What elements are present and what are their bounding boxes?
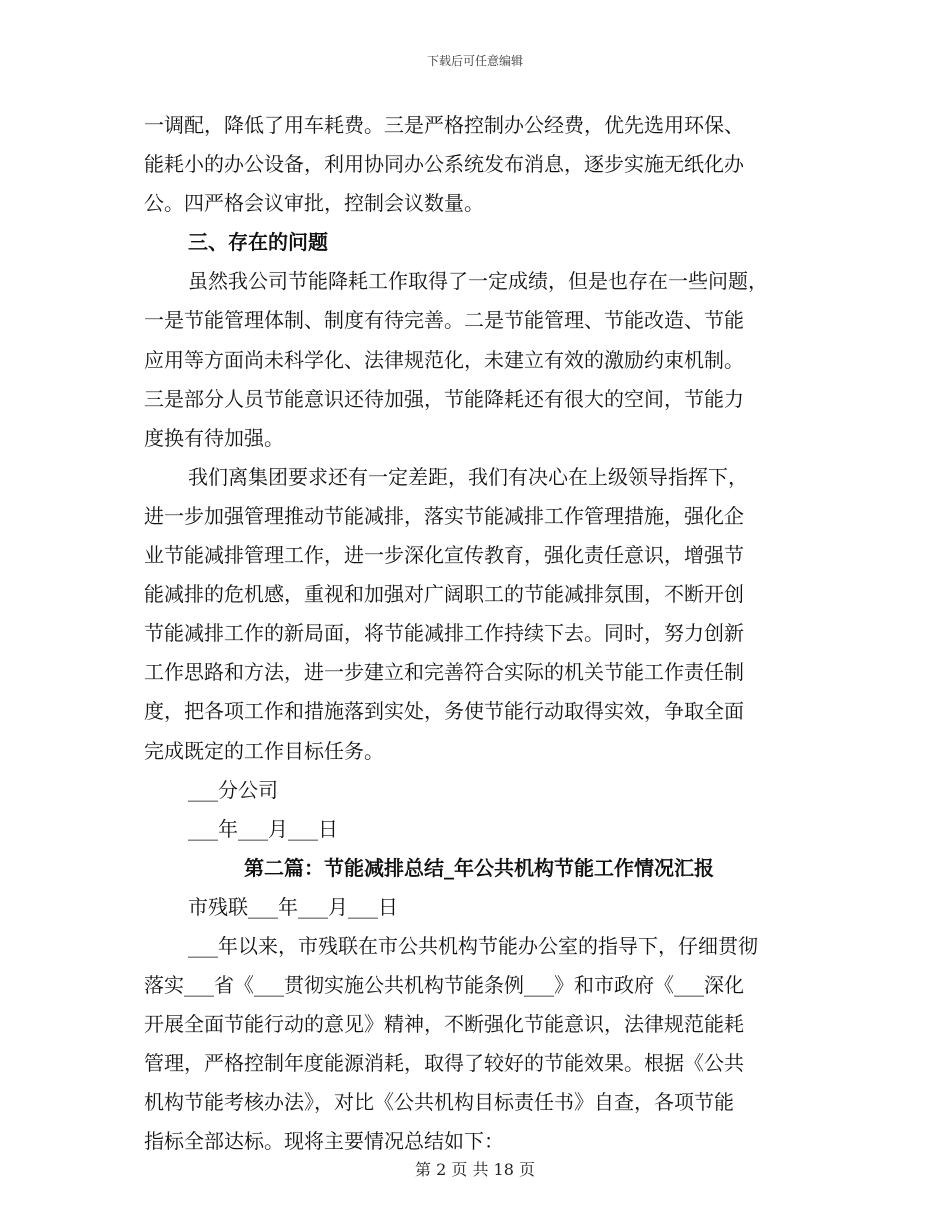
paragraph-line: 完成既定的工作目标任务。 <box>144 738 384 763</box>
signature-company: ___分公司 <box>188 777 278 802</box>
part-two-title: 第二篇：节能减排总结_年公共机构节能工作情况汇报 <box>244 855 714 880</box>
paragraph-line: 一调配，降低了用车耗费。三是严格控制办公经费，优先选用环保、 <box>144 113 744 137</box>
paragraph-line: 进一步加强管理推动节能减排，落实节能减排工作管理措施，强化企 <box>144 503 744 528</box>
paragraph-line: 一是节能管理体制、制度有待完善。二是节能管理、节能改造、节能 <box>144 308 744 333</box>
paragraph-line: 开展全面节能行动的意见》精神，不断强化节能意识，法律规范能耗 <box>144 1012 744 1037</box>
report-byline: 市残联___年___月___日 <box>188 894 398 919</box>
signature-date: ___年___月___日 <box>188 816 338 841</box>
paragraph-line: 度，把各项工作和措施落到实处，务使节能行动取得实效，争取全面 <box>144 699 744 724</box>
paragraph-line: 业节能减排管理工作，进一步深化宣传教育，强化责任意识，增强节 <box>144 543 744 568</box>
paragraph-line: 指标全部达标。现将主要情况总结如下： <box>144 1129 504 1154</box>
paragraph-line: 虽然我公司节能降耗工作取得了一定成绩，但是也存在一些问题， <box>188 269 768 294</box>
section-heading: 三、存在的问题 <box>188 230 328 255</box>
paragraph-line: 应用等方面尚未科学化、法律规范化，未建立有效的激励约束机制。 <box>144 347 744 372</box>
paragraph-line: 度换有待加强。 <box>144 425 284 450</box>
paragraph-line: 能耗小的办公设备，利用协同办公系统发布消息，逐步实施无纸化办 <box>144 152 744 177</box>
paragraph-line: ___年以来，市残联在市公共机构节能办公室的指导下，仔细贯彻 <box>188 933 758 958</box>
paragraph-line: 我们离集团要求还有一定差距，我们有决心在上级领导指挥下， <box>188 464 748 489</box>
paragraph-line: 落实___省《___贯彻实施公共机构节能条例___》和市政府《___深化 <box>144 973 744 998</box>
paragraph-line: 管理，严格控制年度能源消耗，取得了较好的节能效果。根据《公共 <box>144 1051 744 1076</box>
paragraph-line: 公。四严格会议审批，控制会议数量。 <box>144 191 484 216</box>
paragraph-line: 工作思路和方法，进一步建立和完善符合实际的机关节能工作责任制 <box>144 660 744 685</box>
paragraph-line: 能减排的危机感，重视和加强对广阔职工的节能减排氛围，不断开创 <box>144 582 744 607</box>
paragraph-line: 三是部分人员节能意识还待加强，节能降耗还有很大的空间，节能力 <box>144 386 744 411</box>
page-number: 第 2 页 共 18 页 <box>415 1160 535 1179</box>
paragraph-line: 机构节能考核办法》，对比《公共机构目标责任书》自查，各项节能 <box>144 1090 734 1115</box>
paragraph-line: 节能减排工作的新局面，将节能减排工作持续下去。同时，努力创新 <box>144 621 744 646</box>
page-header-note: 下载后可任意编辑 <box>426 54 523 68</box>
document-body <box>144 106 814 1162</box>
